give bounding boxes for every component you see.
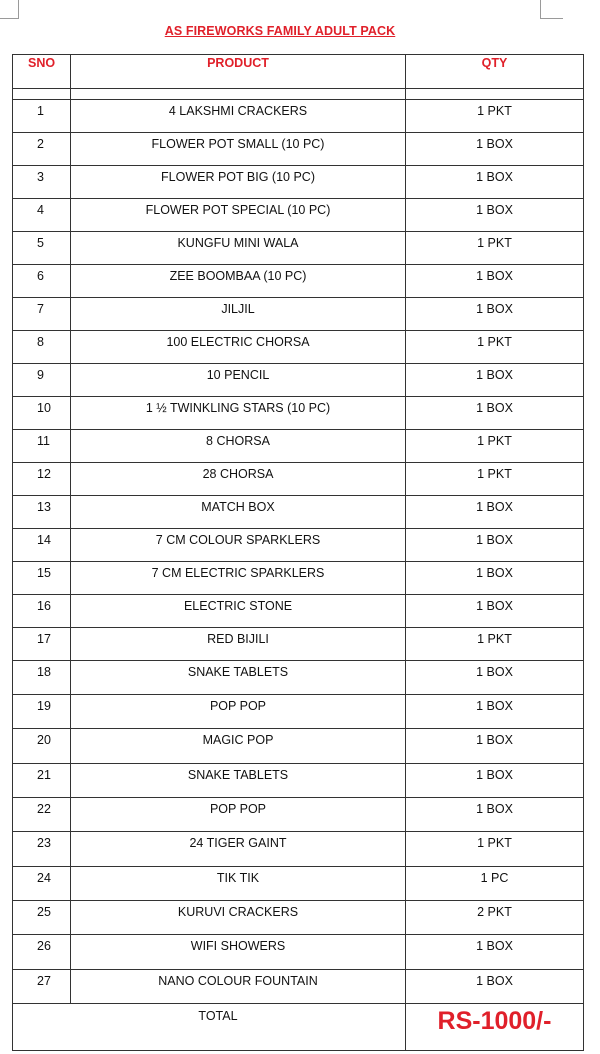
table-row <box>13 133 584 166</box>
row-qty: 1 BOX <box>406 661 584 695</box>
row-qty: 1 BOX <box>406 764 584 798</box>
page-corner-mark-top-right <box>540 0 563 19</box>
table-header-row <box>13 55 584 89</box>
row-sno: 25 <box>13 901 71 935</box>
row-sno: 17 <box>13 628 71 661</box>
row-product: FLOWER POT SMALL (10 PC) <box>71 133 406 166</box>
row-product: 4 LAKSHMI CRACKERS <box>71 100 406 133</box>
row-product: MAGIC POP <box>71 729 406 764</box>
table-row <box>13 970 584 1004</box>
table-row <box>13 628 584 661</box>
row-product: RED BIJILI <box>71 628 406 661</box>
total-value: RS-1000/- <box>437 1007 552 1035</box>
table-row <box>13 331 584 364</box>
row-sno: 24 <box>13 867 71 901</box>
row-product: MATCH BOX <box>71 496 406 529</box>
table-row <box>13 496 584 529</box>
row-product: POP POP <box>71 695 406 729</box>
row-product: KUNGFU MINI WALA <box>71 232 406 265</box>
table-row <box>13 764 584 798</box>
row-qty: 1 PKT <box>406 100 584 133</box>
table-body <box>13 89 584 1051</box>
table-row <box>13 199 584 232</box>
row-product: 7 CM ELECTRIC SPARKLERS <box>71 562 406 595</box>
row-product: SNAKE TABLETS <box>71 661 406 695</box>
row-sno: 1 <box>13 100 71 133</box>
table-row <box>13 729 584 764</box>
row-product: JILJIL <box>71 298 406 331</box>
row-sno: 7 <box>13 298 71 331</box>
row-qty: 1 PKT <box>406 331 584 364</box>
row-qty: 1 PKT <box>406 232 584 265</box>
table-row <box>13 595 584 628</box>
row-sno: 10 <box>13 397 71 430</box>
table-row <box>13 463 584 496</box>
row-qty: 1 PKT <box>406 430 584 463</box>
row-sno: 8 <box>13 331 71 364</box>
row-qty: 1 BOX <box>406 729 584 764</box>
row-product: SNAKE TABLETS <box>71 764 406 798</box>
total-row <box>13 1004 584 1051</box>
spacer-cell <box>406 89 584 100</box>
table-row <box>13 232 584 265</box>
table-row <box>13 832 584 867</box>
row-product: 1 ½ TWINKLING STARS (10 PC) <box>71 397 406 430</box>
column-header-qty: QTY <box>406 55 584 89</box>
row-sno: 27 <box>13 970 71 1004</box>
table-row <box>13 397 584 430</box>
row-qty: 1 BOX <box>406 695 584 729</box>
row-sno: 20 <box>13 729 71 764</box>
row-sno: 26 <box>13 935 71 970</box>
table-row <box>13 364 584 397</box>
row-qty: 1 BOX <box>406 798 584 832</box>
table-spacer-row <box>13 89 584 100</box>
table-row <box>13 100 584 133</box>
row-sno: 19 <box>13 695 71 729</box>
row-product: FLOWER POT SPECIAL (10 PC) <box>71 199 406 232</box>
table-row <box>13 529 584 562</box>
row-sno: 4 <box>13 199 71 232</box>
page-corner-mark-top-left <box>0 0 19 19</box>
row-qty: 1 BOX <box>406 496 584 529</box>
row-sno: 3 <box>13 166 71 199</box>
row-product: 10 PENCIL <box>71 364 406 397</box>
row-sno: 23 <box>13 832 71 867</box>
row-qty: 1 BOX <box>406 133 584 166</box>
column-header-product: PRODUCT <box>71 55 406 89</box>
row-qty: 2 PKT <box>406 901 584 935</box>
total-label: TOTAL <box>198 1009 238 1023</box>
row-qty: 1 BOX <box>406 529 584 562</box>
row-product: ELECTRIC STONE <box>71 595 406 628</box>
row-product: FLOWER POT BIG (10 PC) <box>71 166 406 199</box>
product-table <box>12 54 584 1051</box>
row-sno: 15 <box>13 562 71 595</box>
row-product: KURUVI CRACKERS <box>71 901 406 935</box>
column-header-sno: SNO <box>13 55 71 89</box>
row-sno: 14 <box>13 529 71 562</box>
row-sno: 21 <box>13 764 71 798</box>
row-sno: 5 <box>13 232 71 265</box>
row-qty: 1 BOX <box>406 199 584 232</box>
row-product: ZEE BOOMBAA (10 PC) <box>71 265 406 298</box>
row-sno: 16 <box>13 595 71 628</box>
spacer-cell <box>71 89 406 100</box>
row-product: 7 CM COLOUR SPARKLERS <box>71 529 406 562</box>
row-qty: 1 PKT <box>406 832 584 867</box>
row-qty: 1 PC <box>406 867 584 901</box>
table-row <box>13 935 584 970</box>
row-qty: 1 BOX <box>406 364 584 397</box>
row-sno: 12 <box>13 463 71 496</box>
table-row <box>13 562 584 595</box>
row-qty: 1 BOX <box>406 265 584 298</box>
row-sno: 2 <box>13 133 71 166</box>
row-product: 100 ELECTRIC CHORSA <box>71 331 406 364</box>
row-sno: 9 <box>13 364 71 397</box>
row-sno: 6 <box>13 265 71 298</box>
row-product: 24 TIGER GAINT <box>71 832 406 867</box>
table-row <box>13 798 584 832</box>
total-label-cell <box>13 1004 406 1051</box>
row-product: NANO COLOUR FOUNTAIN <box>71 970 406 1004</box>
total-value-cell <box>406 1004 584 1051</box>
row-sno: 13 <box>13 496 71 529</box>
row-product: POP POP <box>71 798 406 832</box>
row-sno: 11 <box>13 430 71 463</box>
row-qty: 1 BOX <box>406 595 584 628</box>
table-row <box>13 901 584 935</box>
table-row <box>13 661 584 695</box>
row-qty: 1 PKT <box>406 463 584 496</box>
row-product: TIK TIK <box>71 867 406 901</box>
row-qty: 1 BOX <box>406 397 584 430</box>
row-qty: 1 BOX <box>406 970 584 1004</box>
spacer-cell <box>13 89 71 100</box>
row-qty: 1 BOX <box>406 298 584 331</box>
row-qty: 1 PKT <box>406 628 584 661</box>
row-product: WIFI SHOWERS <box>71 935 406 970</box>
table-row <box>13 166 584 199</box>
row-sno: 22 <box>13 798 71 832</box>
row-sno: 18 <box>13 661 71 695</box>
table-row <box>13 265 584 298</box>
row-product: 8 CHORSA <box>71 430 406 463</box>
row-qty: 1 BOX <box>406 166 584 199</box>
row-qty: 1 BOX <box>406 935 584 970</box>
row-qty: 1 BOX <box>406 562 584 595</box>
table-row <box>13 430 584 463</box>
table-row <box>13 298 584 331</box>
table-row <box>13 695 584 729</box>
table-row <box>13 867 584 901</box>
row-product: 28 CHORSA <box>71 463 406 496</box>
document-title: AS FIREWORKS FAMILY ADULT PACK <box>164 24 396 38</box>
